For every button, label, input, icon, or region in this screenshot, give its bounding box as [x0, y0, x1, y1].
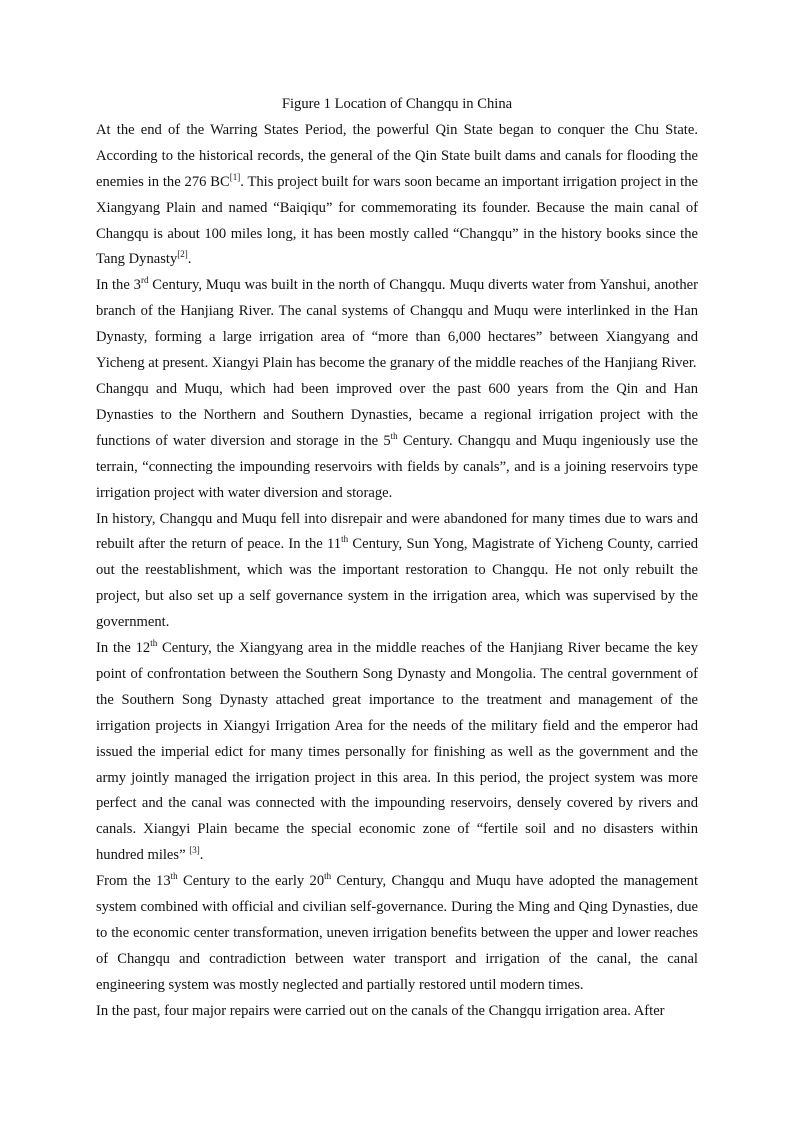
- text-run: Century, Muqu was built in the north of Changqu. Muqu diverts water from Yanshui, another branch of the Hanjiang River. The canal systems of Changqu and Muqu were interlinked in the Han Dynasty, forming a large irrigation area of “more than 6,000 hectares” between Xiangyang and Yicheng at present. Xiangyi Plain has become the granary of the middle reaches of the Hanjiang River.: [96, 277, 698, 372]
- text-run: In the past, four major repairs were carried out on the canals of the Changqu irrigation area. After: [96, 1002, 665, 1019]
- text-run: Century, Sun Yong, Magistrate of Yicheng County, carried out the reestablishment, which was the important restoration to Changqu. He not only rebuilt the project, but also set up a self governance system in the irrigation area, which was supervised by the government.: [96, 536, 698, 631]
- paragraph: [96, 999, 698, 1025]
- superscript: th: [150, 638, 158, 649]
- superscript: th: [341, 534, 349, 545]
- paragraph: [96, 118, 698, 273]
- paragraph: [96, 273, 698, 377]
- paragraph: [96, 377, 698, 507]
- superscript: [2]: [177, 249, 188, 260]
- text-run: In the 12: [96, 640, 151, 657]
- text-run: Century to the early 20: [177, 873, 325, 890]
- text-run: In history, Changqu and Muqu fell into disrepair and were abandoned for many times due to wars and rebuilt after the return of peace. In the 11: [96, 510, 698, 553]
- figure-caption: Figure 1 Location of Changqu in China: [281, 96, 513, 112]
- text-run: Century. Changqu and Muqu ingeniously use the terrain, “connecting the impounding reservoirs with fields by canals”, and is a joining reservoirs type irrigation project with water diversion and storage.: [96, 432, 698, 501]
- text-run: Century, Changqu and Muqu have adopted the management system combined with official and civilian self-governance. During the Ming and Qing Dynasties, due to the economic center transformation, uneven irrigation benefits between the upper and lower reaches of Changqu and contradiction between water transport and irrigation of the canal, the canal engineering system was mostly neglected and partially restored until modern times.: [96, 873, 699, 993]
- text-run: . This project built for wars soon became an important irrigation project in the Xiangyang Plain and named “Baiqiqu” for commemorating its founder. Because the main canal of Changqu is about 100 miles long, it has been mostly called “Changqu” in the history books since the Tang Dynasty: [96, 173, 699, 268]
- text-run: From the 13: [96, 873, 171, 890]
- text-run: .: [199, 847, 204, 864]
- superscript: rd: [140, 275, 149, 286]
- paragraph: [96, 636, 698, 869]
- paragraph: [96, 869, 698, 999]
- superscript: th: [170, 871, 178, 882]
- text-run: Century, the Xiangyang area in the middle reaches of the Hanjiang River became the key point of confrontation between the Southern Song Dynasty and Mongolia. The central government of the Southern Song Dynasty attached great importance to the treatment and management of the irrigation projects in Xiangyi Irrigation Area for the needs of the military field and the emperor had issued the imperial edict for many times personally for finishing as well as the government and the army jointly managed the irrigation project in this area. In this period, the project system was more perfect and the canal was connected with the impounding reservoirs, densely covered by rivers and canals. Xiangyi Plain became the special economic zone of “fertile soil and no disasters within hundred miles”: [96, 640, 698, 864]
- text-run: Changqu and Muqu, which had been improved over the past 600 years from the Qin and Han Dynasties to the Northern and Southern Dynasties, became a regional irrigation project with the functions of water diversion and storage in the 5: [96, 380, 698, 449]
- body-text: [96, 118, 698, 1025]
- superscript: [1]: [229, 171, 241, 182]
- superscript: [3]: [189, 845, 200, 856]
- superscript: th: [390, 430, 398, 441]
- text-run: .: [187, 251, 192, 268]
- text-run: At the end of the Warring States Period, the powerful Qin State began to conquer the Chu State. According to the historical records, the general of the Qin State built dams and canals for flooding the enemies in the 276 BC: [96, 121, 698, 190]
- paragraph: [96, 507, 698, 637]
- document-page: [96, 92, 698, 1025]
- superscript: th: [324, 871, 332, 882]
- text-run: In the 3: [96, 277, 141, 294]
